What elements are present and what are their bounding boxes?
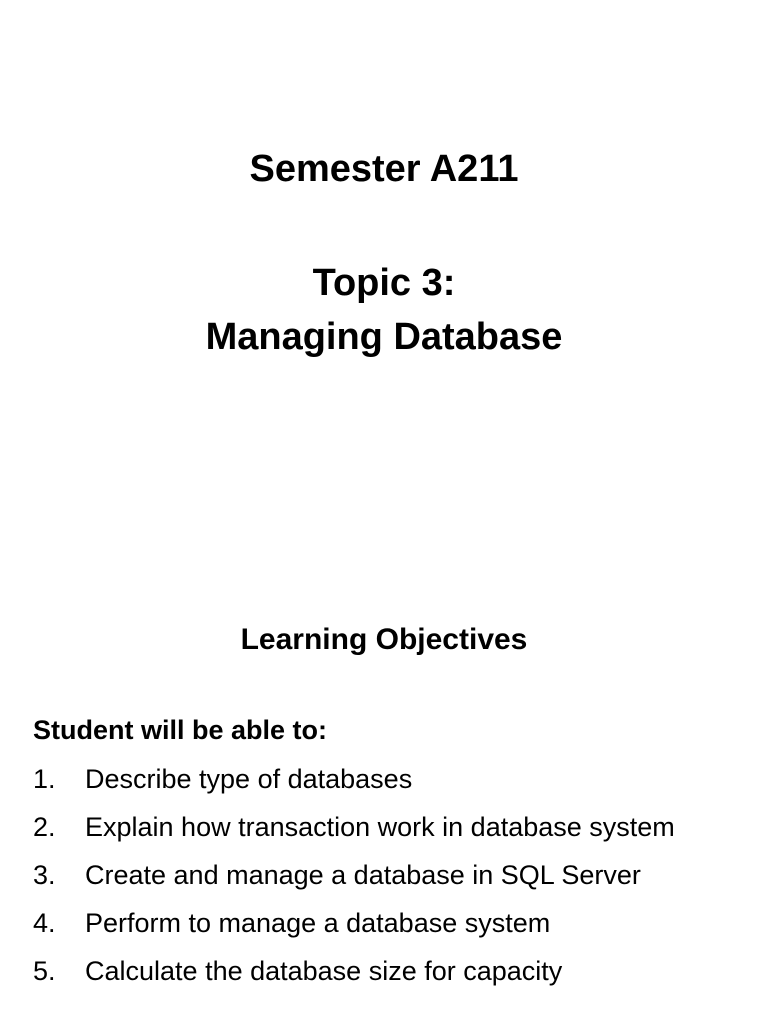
topic-title	[0, 256, 768, 364]
list-item-number: 4.	[33, 908, 56, 938]
list-item	[33, 902, 733, 944]
objectives-list	[33, 758, 733, 998]
list-item	[33, 950, 733, 992]
list-item	[33, 806, 733, 848]
list-item-text: Describe type of databases	[85, 764, 413, 794]
list-item	[33, 854, 733, 896]
semester-title: Semester A211	[249, 148, 519, 190]
list-item-text: Perform to manage a database system	[85, 908, 551, 938]
learning-objectives-heading: Learning Objectives	[240, 623, 528, 656]
list-item	[33, 758, 733, 800]
list-item-number: 2.	[33, 812, 56, 842]
list-item-text: Calculate the database size for capacity	[85, 956, 563, 986]
list-item-text: Create and manage a database in SQL Server	[85, 860, 641, 890]
topic-name: Managing Database	[205, 316, 563, 358]
list-item-text: Explain how transaction work in database system	[85, 812, 675, 842]
objectives-intro: Student will be able to:	[33, 715, 328, 745]
list-item-number: 5.	[33, 956, 56, 986]
list-item-number: 1.	[33, 764, 56, 794]
list-item-number: 3.	[33, 860, 56, 890]
topic-number: Topic 3:	[312, 262, 456, 304]
